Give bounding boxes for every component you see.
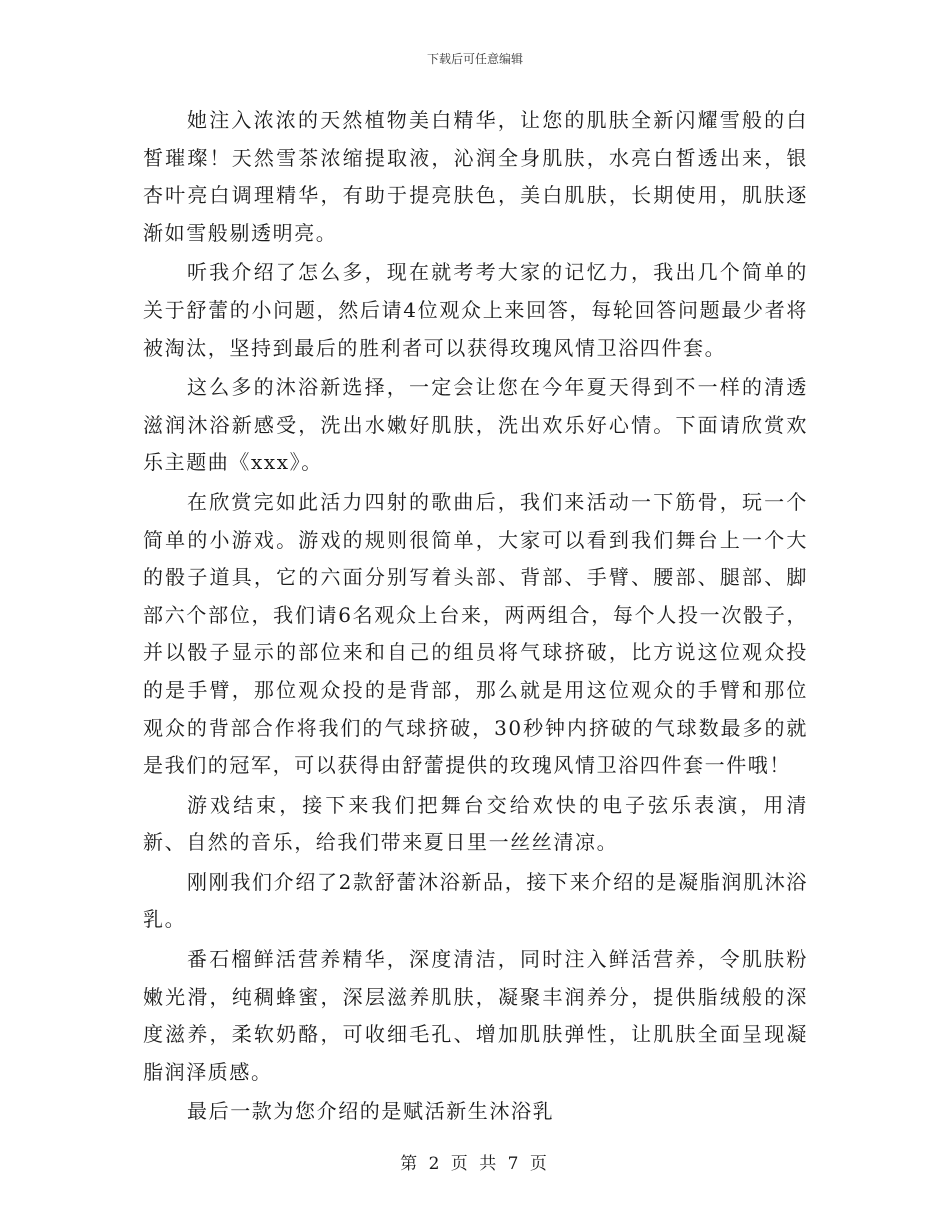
paragraph: 听我介绍了怎么多，现在就考考大家的记忆力，我出几个简单的关于舒蕾的小问题，然后请4位观众上来回答，每轮回答问题最少者将被淘汰，坚持到最后的胜利者可以获得玫瑰风情卫浴四件套。: [143, 260, 808, 360]
document-body: [143, 102, 808, 1131]
paragraph: 这么多的沐浴新选择，一定会让您在今年夏天得到不一样的清透滋润沐浴新感受，洗出水嫩好肌肤，洗出欢乐好心情。下面请欣赏欢乐主题曲《xxx》。: [143, 375, 808, 475]
paragraph: 番石榴鲜活营养精华，深度清洁，同时注入鲜活营养，令肌肤粉嫩光滑，纯稠蜂蜜，深层滋养肌肤，凝聚丰润养分，提供脂绒般的深度滋养，柔软奶酪，可收细毛孔、增加肌肤弹性，让肌肤全面呈现凝脂润泽质感。: [143, 947, 808, 1084]
paragraph: 她注入浓浓的天然植物美白精华，让您的肌肤全新闪耀雪般的白皙璀璨！天然雪茶浓缩提取液，沁润全身肌肤，水亮白皙透出来，银杏叶亮白调理精华，有助于提亮肤色，美白肌肤，长期使用，肌肤逐渐如雪般剔透明亮。: [143, 108, 808, 245]
page-number: 第 2 页 共 7 页: [400, 1154, 550, 1174]
paragraph: 在欣赏完如此活力四射的歌曲后，我们来活动一下筋骨，玩一个简单的小游戏。游戏的规则很简单，大家可以看到我们舞台上一个大的骰子道具，它的六面分别写着头部、背部、手臂、腰部、腿部、脚部六个部位，我们请6名观众上台来，两两组合，每个人投一次骰子，并以骰子显示的部位来和自己的组员将气球挤破，比方说这位观众投的是手臂，那位观众投的是背部，那么就是用这位观众的手臂和那位观众的背部合作将我们的气球挤破，30秒钟内挤破的气球数最多的就是我们的冠军，可以获得由舒蕾提供的玫瑰风情卫浴四件套一件哦！: [143, 489, 808, 778]
page-header-note: 下载后可任意编辑: [426, 52, 523, 66]
paragraph: 刚刚我们介绍了2款舒蕾沐浴新品，接下来介绍的是凝脂润肌沐浴乳。: [143, 869, 808, 932]
paragraph: 最后一款为您介绍的是赋活新生沐浴乳: [187, 1099, 555, 1124]
paragraph: 游戏结束，接下来我们把舞台交给欢快的电子弦乐表演，用清新、自然的音乐，给我们带来夏日里一丝丝清凉。: [143, 792, 808, 855]
